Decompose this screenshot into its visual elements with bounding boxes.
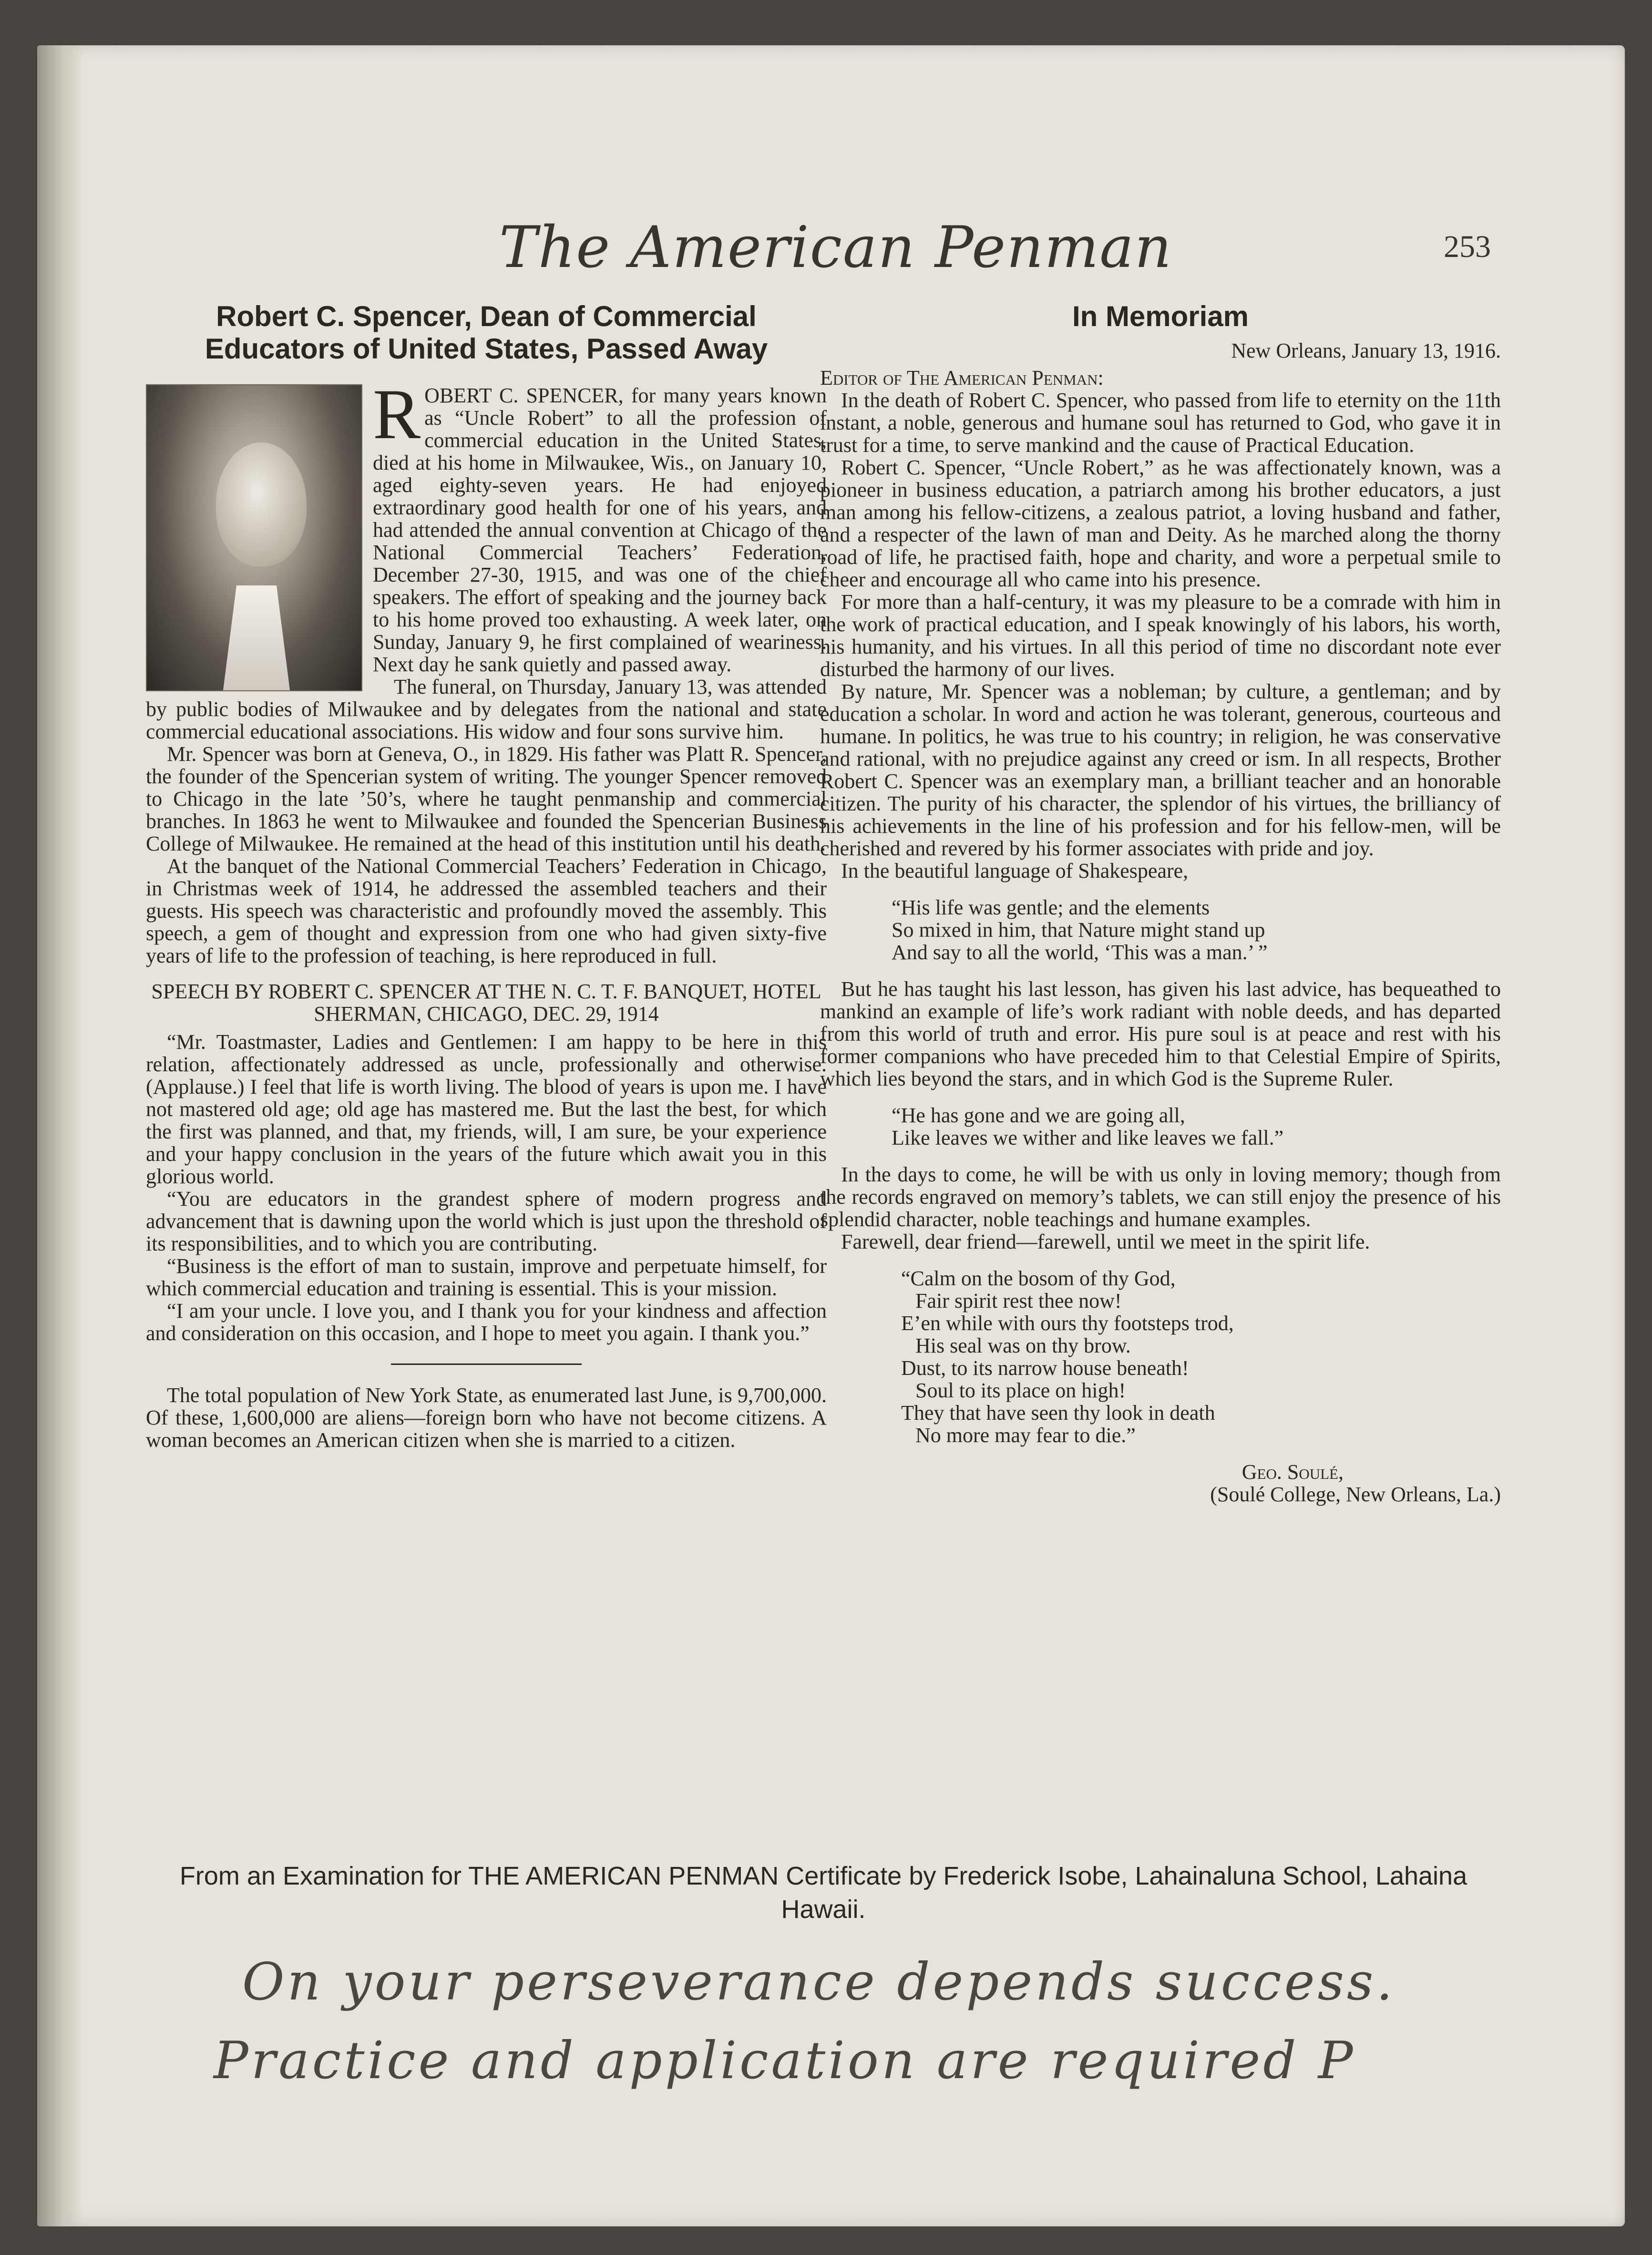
poem-line: Fair spirit rest thee now! bbox=[915, 1289, 1122, 1312]
letter-paragraph: Farewell, dear friend—farewell, until we meet in the spirit life. bbox=[841, 1230, 1370, 1253]
speech-paragraph: “Mr. Toastmaster, Ladies and Gentlemen: I am happy to be here in this relation, affectionately addressed as uncle, professionally and otherwise. (Applause.) I feel that life is worth living. The blood of years is upon me. I have not mastered old age; old age has mastered me. But the last the best, for which the first was planned, and that, my friends, will, I am sure, be your experience and your happy conclusion in the years of the future which await you in this glorious world. bbox=[146, 1030, 827, 1188]
signature-name: Geo. Soulé, bbox=[1242, 1460, 1344, 1484]
poem-line: They that have seen thy look in death bbox=[901, 1401, 1215, 1425]
magazine-page bbox=[37, 45, 1625, 2226]
left-column bbox=[146, 300, 827, 1451]
article-paragraph: The funeral, on Thursday, January 13, was attended by public bodies of Milwaukee and by delegates from the national and state commercial educational associations. His widow and four sons survive him. bbox=[146, 675, 827, 743]
quote-line: And say to all the world, ‘This was a man.’ ” bbox=[892, 941, 1268, 964]
speech-paragraph: “You are educators in the grandest sphere of modern progress and advancement that is dawning upon the world which is just upon the threshold of its responsibilities, and to which you are contributing. bbox=[146, 1187, 827, 1255]
speech-heading: SPEECH BY ROBERT C. SPENCER AT THE N. C. T. F. BANQUET, HOTEL SHERMAN, CHICAGO, DEC. 29, 1914 bbox=[151, 980, 821, 1025]
shakespeare-quote bbox=[892, 896, 1501, 964]
signature-affiliation: (Soulé College, New Orleans, La.) bbox=[1210, 1483, 1501, 1506]
quote-line: So mixed in him, that Nature might stand up bbox=[892, 918, 1265, 942]
letter-paragraph: But he has taught his last lesson, has given his last advice, has bequeathed to mankind an example of life’s work radiant with noble deeds, and has departed from this world of truth and error. His pure soul is at peace and rest with his former companions who have preceded him to that Celestial Empire of Spirits, which lies beyond the stars, and in which God is the Supreme Ruler. bbox=[820, 977, 1501, 1090]
binding-gutter bbox=[37, 45, 82, 2226]
poem-line: No more may fear to die.” bbox=[915, 1424, 1136, 1447]
letter-paragraph: In the beautiful language of Shakespeare, bbox=[841, 859, 1189, 882]
leaves-quote bbox=[892, 1104, 1501, 1149]
penmanship-script-line: Practice and application are required P bbox=[214, 2031, 1356, 2091]
article-paragraph: ROBERT C. SPENCER, for many years known as “Uncle Robert” to all the profession of commercial education in the United States, died at his home in Milwaukee, Wis., on January 10, aged eighty-seven years. He had enjoyed extraordinary good health for one of his years, and had attended the annual convention at Chicago of the National Commercial Teachers’ Federation, December 27-30, 1915, and was one of the chief speakers. The effort of speaking and the journey back to his home proved too exhausting. A week later, on Sunday, January 9, he first complained of weariness. Next day he sank quietly and passed away. bbox=[373, 375, 827, 676]
portrait-collar bbox=[223, 585, 290, 690]
drop-cap: R bbox=[373, 375, 421, 454]
letter-paragraph: In the days to come, he will be with us only in loving memory; though from the records engraved on memory’s tablets, we can still enjoy the presence of his splendid character, noble teachings and humane examples. bbox=[820, 1163, 1501, 1231]
dateline: New Orleans, January 13, 1916. bbox=[1231, 339, 1501, 362]
right-column bbox=[820, 300, 1501, 1506]
poem-line: Dust, to its narrow house beneath! bbox=[901, 1356, 1189, 1380]
letter-paragraph: In the death of Robert C. Spencer, who passed from life to eternity on the 11th instant, a noble, generous and humane soul has returned to God, who gave it in trust for a time, to serve mankind and the cause of Practical Education. bbox=[820, 389, 1501, 457]
poem-line: “Calm on the bosom of thy God, bbox=[901, 1267, 1176, 1290]
article-paragraph: Mr. Spencer was born at Geneva, O., in 1829. His father was Platt R. Spencer, the founder of the Spencerian system of writing. The younger Spencer removed to Chicago in the late ’50’s, where he taught penmanship and commercial branches. In 1863 he went to Milwaukee and founded the Spencerian Business College of Milwaukee. He remained at the head of this institution until his death. bbox=[146, 742, 827, 855]
penmanship-script-line: On your perseverance depends success. bbox=[242, 1952, 1395, 2012]
speech-paragraph: “I am your uncle. I love you, and I thank you for your kindness and affection and consideration on this occasion, and I hope to meet you again. I thank you.” bbox=[146, 1299, 827, 1345]
section-divider bbox=[391, 1363, 582, 1365]
portrait-photo bbox=[146, 384, 362, 691]
salutation: Editor of The American Penman: bbox=[820, 366, 1104, 390]
letter-paragraph: By nature, Mr. Spencer was a nobleman; by culture, a gentleman; and by education a scholar. In word and action he was tolerant, generous, courteous and humane. In politics, he was true to his country; in religion, he was conservative and rational, with no prejudice against any creed or ism. In all respects, Brother Robert C. Spencer was an exemplary man, a brilliant teacher and an honorable citizen. The purity of his character, the splendor of his virtues, the brilliancy of his achievements in the line of his profession and for his fellow-men, will be cherished and revered by his former associates with pride and joy. bbox=[820, 680, 1501, 860]
masthead-title: The American Penman bbox=[499, 215, 1173, 281]
quote-line: “His life was gentle; and the elements bbox=[892, 896, 1210, 919]
quote-line: Like leaves we wither and like leaves we fall.” bbox=[892, 1126, 1284, 1149]
poem-line: His seal was on thy brow. bbox=[915, 1334, 1131, 1357]
page-number: 253 bbox=[1444, 229, 1491, 264]
article-headline: Robert C. Spencer, Dean of Commercial Educators of United States, Passed Away bbox=[205, 300, 768, 365]
quote-line: “He has gone and we are going all, bbox=[892, 1104, 1185, 1127]
speech-paragraph: “Business is the effort of man to sustain, improve and perpetuate himself, for which commercial education and training is essential. This is your mission. bbox=[146, 1254, 827, 1300]
poem-line: E’en while with ours thy footsteps trod, bbox=[901, 1312, 1234, 1335]
article-paragraph: At the banquet of the National Commercial Teachers’ Federation in Chicago, in Christmas week of 1914, he addressed the assembled teachers and their guests. His speech was characteristic and profoundly moved the assembly. This speech, a gem of thought and expression from one who had given sixty-five years of life to the profession of teaching, is here reproduced in full. bbox=[146, 854, 827, 967]
portrait-face bbox=[216, 442, 307, 566]
letter-paragraph: For more than a half-century, it was my pleasure to be a comrade with him in the work of practical education, and I speak knowingly of his labors, his worth, his humanity, and his virtues. In all this period of time no discordant note ever disturbed the harmony of our lives. bbox=[820, 590, 1501, 681]
footnote-paragraph: The total population of New York State, as enumerated last June, is 9,700,000. Of these, 1,600,000 are aliens—foreign born who have not become citizens. A woman becomes an American citizen when she is married to a citizen. bbox=[146, 1384, 827, 1452]
memoriam-headline: In Memoriam bbox=[1072, 300, 1249, 332]
poem-line: Soul to its place on high! bbox=[915, 1379, 1126, 1402]
farewell-poem bbox=[901, 1267, 1501, 1446]
exam-caption: From an Examination for THE AMERICAN PENMAN Certificate by Frederick Isobe, Lahainaluna School, Lahaina Hawaii. bbox=[179, 1862, 1467, 1924]
letter-paragraph: Robert C. Spencer, “Uncle Robert,” as he was affectionately known, was a pioneer in business education, a patriarch among his brother educators, a just man among his fellow-citizens, a zealous patriot, a loving husband and father, and a respecter of the lawn of man and Deity. As he marched along the thorny road of life, he practised faith, hope and charity, and wore a perpetual smile to cheer and encourage all who came into his presence. bbox=[820, 456, 1501, 591]
